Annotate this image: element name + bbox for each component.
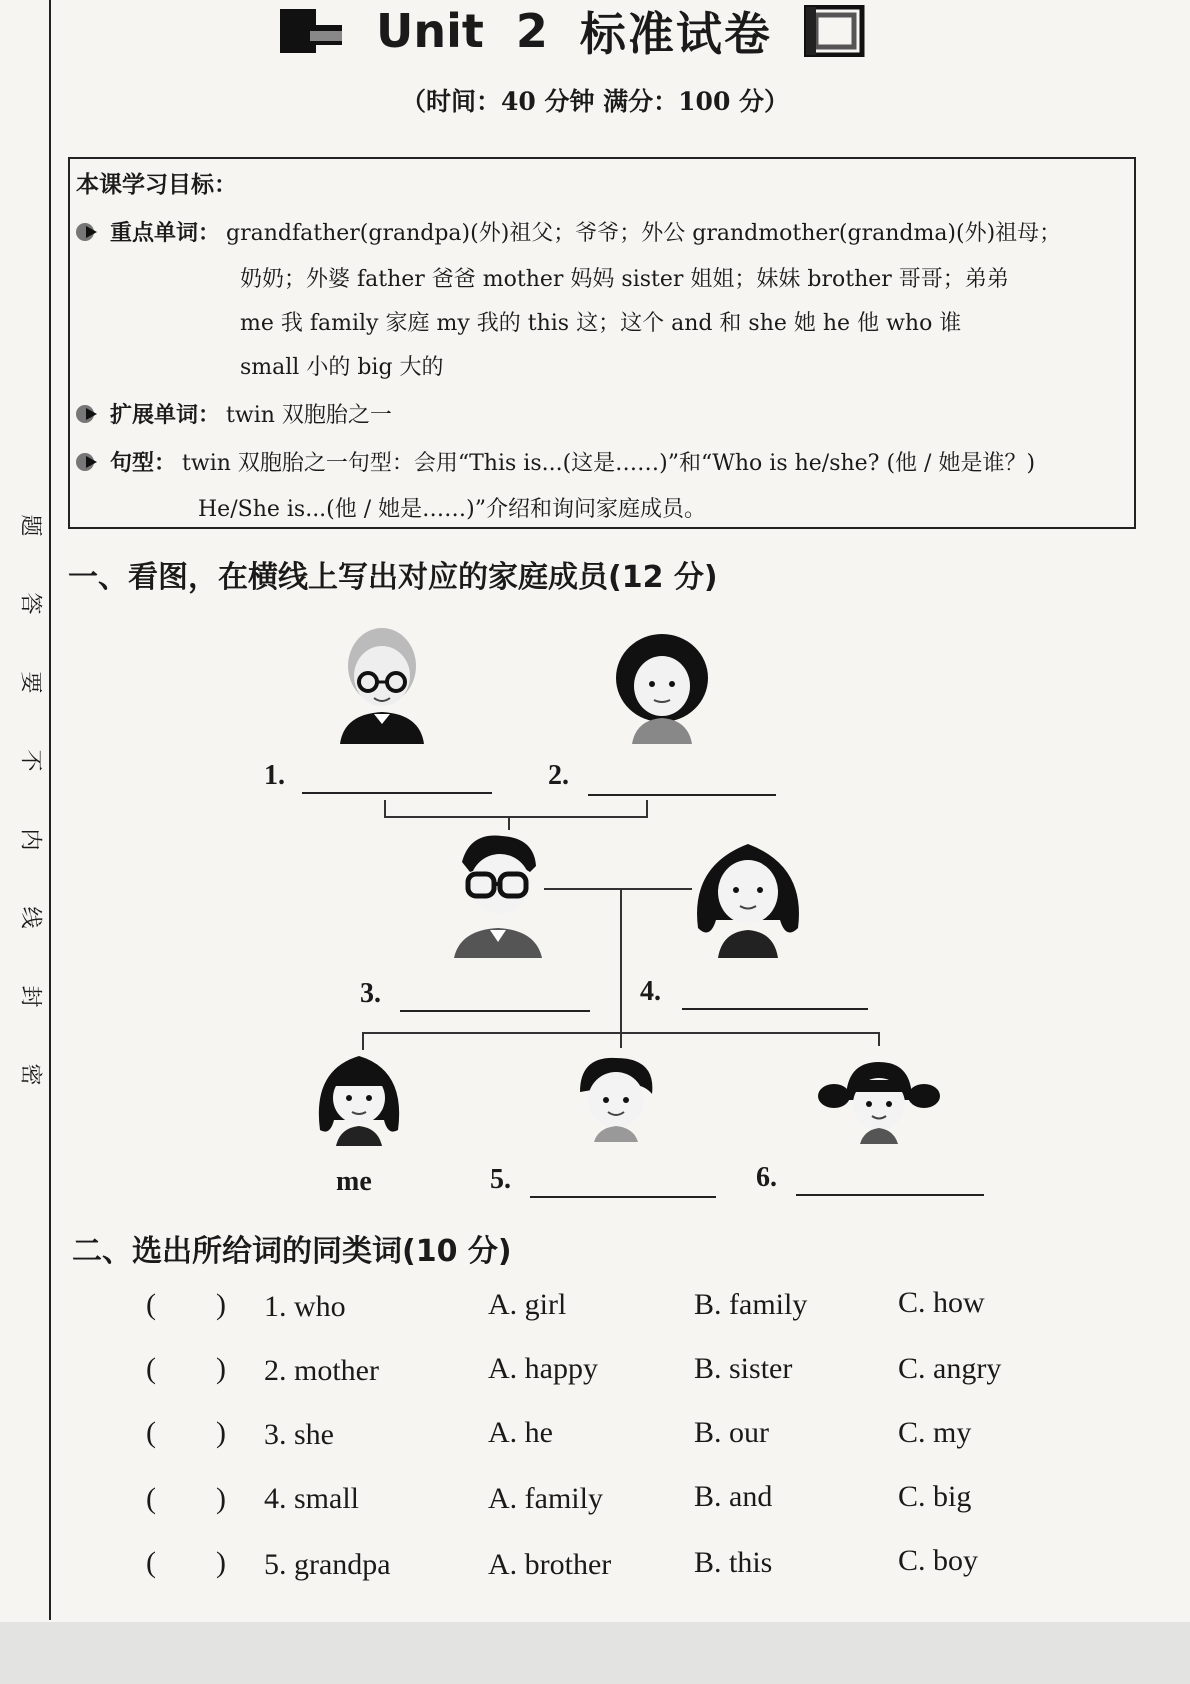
binding-char: 内 (17, 828, 43, 851)
blank-label: 3. (360, 978, 381, 1009)
binding-char: 不 (17, 749, 43, 772)
blank-label: 4. (640, 976, 661, 1007)
option-c: C. my (898, 1416, 972, 1449)
binding-char: 线 (17, 906, 43, 929)
key-words-line: grandfather(grandpa)(外)祖父；爷爷；外公 grandmother(grandma)(外)祖母； (226, 221, 1062, 246)
title-right-ornament-icon (804, 5, 866, 57)
option-a: A. girl (488, 1288, 567, 1321)
binding-char: 答 (17, 592, 43, 615)
pattern-label: 句型： (110, 451, 177, 476)
binding-margin-note (14, 510, 50, 1090)
option-a: A. family (488, 1482, 603, 1515)
key-words-line: small 小的 big 大的 (240, 355, 444, 380)
pattern-line: He/She is...(他 / 她是……)”介绍和询问家庭成员。 (198, 497, 706, 522)
bullet-icon (76, 405, 94, 423)
title-left-ornament-icon (280, 9, 344, 53)
question-word: 4. small (264, 1482, 359, 1515)
answer-blank-1[interactable] (302, 792, 492, 794)
answer-blank-2[interactable] (588, 794, 776, 796)
binding-char: 密 (17, 1063, 43, 1086)
option-a: A. he (488, 1416, 553, 1449)
page-title (280, 0, 866, 62)
girl-me-picture-icon (312, 1050, 406, 1146)
me-label: me (336, 1166, 372, 1197)
section-2-title: 二、选出所给词的同类词(10 分) (72, 1234, 512, 1269)
binding-char: 题 (17, 514, 43, 537)
option-c: C. boy (898, 1544, 979, 1577)
answer-blank-3[interactable] (400, 1010, 590, 1012)
answer-paren[interactable]: ( ) (146, 1482, 226, 1515)
binding-char: 封 (17, 985, 43, 1008)
grandpa-picture-icon (334, 624, 430, 744)
page-bottom-edge (0, 1622, 1190, 1684)
answer-blank-6[interactable] (796, 1194, 984, 1196)
answer-paren[interactable]: ( ) (146, 1352, 226, 1385)
question-word: 2. mother (264, 1354, 379, 1387)
mother-picture-icon (690, 836, 806, 958)
answer-paren[interactable]: ( ) (146, 1288, 226, 1321)
option-a: A. brother (488, 1548, 612, 1581)
option-a: A. happy (488, 1352, 598, 1385)
tree-line (508, 816, 510, 830)
option-b: B. family (694, 1288, 808, 1321)
title-cn: 标准试卷 (579, 7, 772, 61)
answer-paren[interactable]: ( ) (146, 1546, 226, 1579)
father-picture-icon (450, 832, 546, 958)
question-word: 1. who (264, 1290, 346, 1323)
option-b: B. this (694, 1546, 773, 1579)
option-c: C. big (898, 1480, 972, 1513)
grandma-picture-icon (616, 634, 708, 744)
blank-label: 1. (264, 760, 285, 791)
option-b: B. sister (694, 1352, 793, 1385)
tree-line (878, 1032, 880, 1046)
option-c: C. angry (898, 1352, 1002, 1385)
option-b: B. and (694, 1480, 773, 1513)
option-b: B. our (694, 1416, 769, 1449)
extended-label: 扩展单词： (110, 403, 221, 428)
key-words-row (76, 216, 1061, 247)
binding-char: 要 (17, 671, 43, 694)
tree-line (362, 1032, 880, 1034)
unit-label: Unit 2 (376, 4, 548, 58)
goals-heading: 本课学习目标： (76, 172, 237, 198)
key-words-line: 奶奶；外婆 father 爸爸 mother 妈妈 sister 姐姐；妹妹 brother 哥哥；弟弟 (240, 267, 1009, 292)
tree-line (384, 816, 648, 818)
bullet-icon (76, 453, 94, 471)
boy-brother-picture-icon (572, 1056, 660, 1142)
answer-blank-4[interactable] (682, 1008, 868, 1010)
blank-label: 5. (490, 1164, 511, 1195)
tree-line (620, 888, 622, 1048)
sentence-pattern-row (76, 446, 1035, 477)
blank-label: 6. (756, 1162, 777, 1193)
blank-label: 2. (548, 760, 569, 791)
section-1-title: 一、看图，在横线上写出对应的家庭成员(12 分) (68, 560, 718, 595)
time-score-info: （时间：40 分钟 满分：100 分） (400, 87, 790, 116)
question-word: 3. she (264, 1418, 334, 1451)
extended-words-row (76, 398, 392, 429)
tree-line (362, 1032, 364, 1050)
girl-sister-picture-icon (818, 1060, 940, 1144)
key-words-label: 重点单词： (110, 221, 221, 246)
key-words-line: me 我 family 家庭 my 我的 this 这；这个 and 和 she 她 he 他 who 谁 (240, 311, 962, 336)
extended-text: twin 双胞胎之一 (226, 403, 392, 428)
question-word: 5. grandpa (264, 1548, 391, 1581)
answer-blank-5[interactable] (530, 1196, 716, 1198)
option-c: C. how (898, 1286, 985, 1319)
answer-paren[interactable]: ( ) (146, 1416, 226, 1449)
bullet-icon (76, 223, 94, 241)
pattern-line: twin 双胞胎之一句型：会用“This is...(这是……)”和“Who is he/she? (他 / 她是谁？) (182, 451, 1036, 476)
tree-line (544, 888, 692, 890)
